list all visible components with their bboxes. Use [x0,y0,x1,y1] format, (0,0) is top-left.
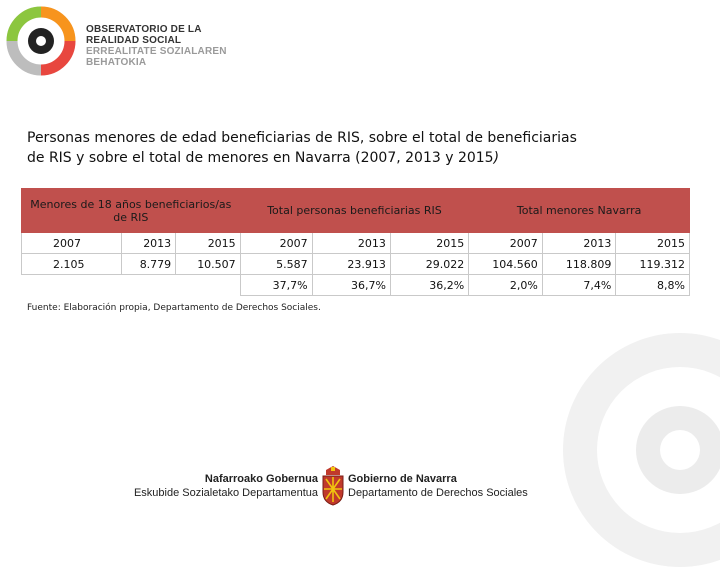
table-header-row [22,189,690,233]
gov-right-line-2: Departamento de Derechos Sociales [348,487,528,499]
table-cell: 29.022 [390,254,468,275]
table-cell: 2.105 [22,254,122,275]
gov-left-line-1: Nafarroako Gobernua [204,473,318,485]
table-cell: 2013 [122,233,176,254]
title-line-2-text: de RIS y sobre el total de menores en Navarra (2007, 2013 y 2015 [27,150,494,166]
table-cell-empty [22,275,122,296]
data-table [21,188,690,296]
gov-logo-spanish [348,472,528,500]
table-cell: 2007 [469,233,543,254]
source-note: Fuente: Elaboración propia, Departamento de Derechos Sociales. [27,303,321,313]
observatory-logo-icon [6,6,76,76]
org-line-2: REALIDAD SOCIAL [86,35,182,46]
table-cell: 2007 [22,233,122,254]
table-cell: 10.507 [176,254,241,275]
table-row-years [22,233,690,254]
decorative-ring-icon [540,320,720,580]
table-cell: 2,0% [469,275,543,296]
table-cell: 23.913 [312,254,390,275]
table-cell: 118.809 [542,254,616,275]
page-title [27,128,647,168]
table-cell: 36,2% [390,275,468,296]
table-cell: 7,4% [542,275,616,296]
header-total-ris: Total personas beneficiarias RIS [240,189,469,233]
title-line-2-end: ) [493,150,500,166]
table-cell: 2015 [616,233,690,254]
organization-name [86,24,227,68]
org-line-4: BEHATOKIA [86,57,147,68]
header-menores-ris: Menores de 18 años beneficiarios/as de RIS [22,189,241,233]
table-cell: 2015 [390,233,468,254]
org-line-3: ERREALITATE SOZIALAREN [86,46,227,57]
table-cell-empty [176,275,241,296]
table-cell: 2015 [176,233,241,254]
table-cell: 104.560 [469,254,543,275]
table-cell: 8.779 [122,254,176,275]
table-cell: 8,8% [616,275,690,296]
table-cell: 2007 [240,233,312,254]
table-cell: 36,7% [312,275,390,296]
header-total-menores: Total menores Navarra [469,189,690,233]
navarra-shield-icon [320,466,346,506]
gov-logo-basque [118,472,318,500]
table-row-percents [22,275,690,296]
org-line-1: OBSERVATORIO DE LA [86,24,202,35]
table-cell: 119.312 [616,254,690,275]
table-cell: 2013 [542,233,616,254]
gov-right-line-1: Gobierno de Navarra [348,473,457,485]
table-cell: 37,7% [240,275,312,296]
table-cell: 5.587 [240,254,312,275]
title-line-1: Personas menores de edad beneficiarias de RIS, sobre el total de beneficiarias [27,130,577,146]
title-line-2 [27,148,647,168]
table-cell-empty [122,275,176,296]
table-row-values [22,254,690,275]
table-cell: 2013 [312,233,390,254]
gov-left-line-2: Eskubide Sozialetako Departamentua [133,487,318,499]
